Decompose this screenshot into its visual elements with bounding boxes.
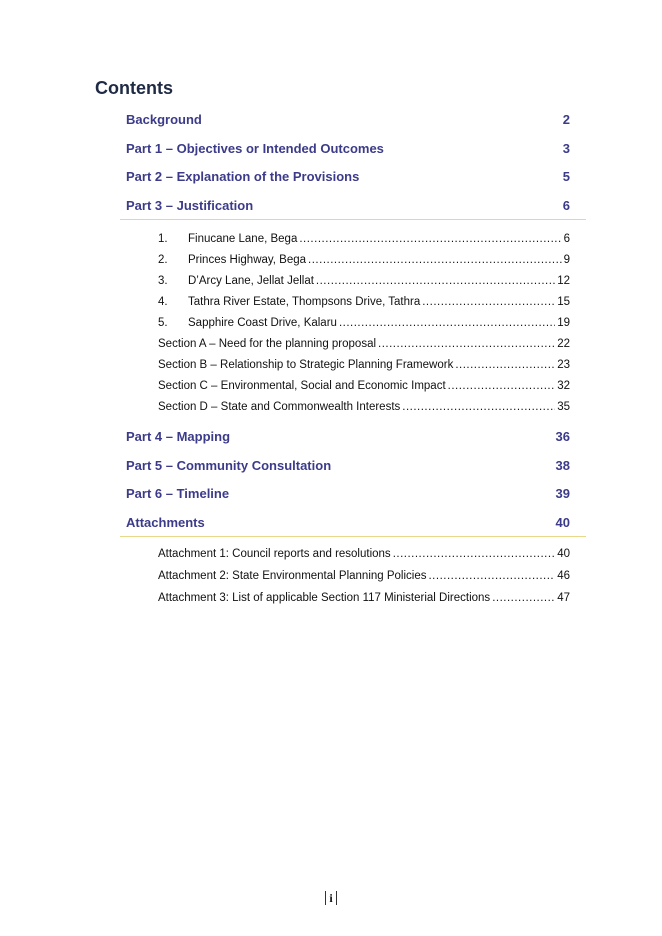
toc-entry-page: 3 (562, 141, 570, 156)
toc-subentry-page: 9 (563, 254, 570, 266)
toc-entry-part-3[interactable] (126, 198, 570, 218)
dot-leader (393, 548, 556, 560)
dot-leader (448, 380, 556, 392)
dot-leader (455, 359, 555, 371)
toc-subentry[interactable] (158, 592, 570, 608)
toc-entry-page: 39 (555, 486, 570, 501)
toc-entry-part-1[interactable] (126, 141, 570, 161)
toc-subentry[interactable] (158, 233, 570, 249)
toc-entry-part-4[interactable] (126, 429, 570, 449)
toc-subentry-label: Section C – Environmental, Social and Economic Impact (158, 380, 446, 392)
toc-subentry[interactable] (158, 401, 570, 417)
toc-subentry-label: Attachment 3: List of applicable Section 117 Ministerial Directions (158, 592, 491, 604)
toc-subentry-label: D’Arcy Lane, Jellat Jellat (188, 275, 314, 287)
section-divider (120, 536, 586, 537)
toc-entry-label: Background (126, 112, 202, 127)
dot-leader (402, 401, 555, 413)
toc-subentry-page: 22 (557, 338, 570, 350)
toc-entry-attachments[interactable] (126, 515, 570, 535)
page-title: Contents (95, 78, 173, 98)
toc-entry-label: Part 3 – Justification (126, 198, 254, 213)
toc-entry-page: 2 (562, 112, 570, 127)
toc-entry-page: 5 (562, 169, 570, 184)
toc-subentry-label: Tathra River Estate, Thompsons Drive, Tathra (188, 296, 421, 308)
toc-entry-page: 6 (562, 198, 570, 213)
toc-subentry[interactable] (158, 380, 570, 396)
toc-subentry-number: 2. (158, 254, 168, 266)
toc-entry-label: Part 5 – Community Consultation (126, 458, 332, 473)
toc-subentry-label: Section A – Need for the planning proposal (158, 338, 377, 350)
dot-leader (422, 296, 555, 308)
toc-subentry[interactable] (158, 359, 570, 375)
toc-entry-label: Attachments (126, 515, 205, 530)
toc-subentry[interactable] (158, 275, 570, 291)
toc-entry-label: Part 6 – Timeline (126, 486, 230, 501)
toc-subentry-label: Finucane Lane, Bega (188, 233, 298, 245)
footer-divider (325, 891, 326, 905)
toc-subentry-page: 15 (557, 296, 570, 308)
dot-leader (299, 233, 561, 245)
toc-subentry-page: 47 (557, 592, 570, 604)
toc-entry-part-6[interactable] (126, 486, 570, 506)
section-divider (120, 219, 586, 220)
toc-subentry-number: 3. (158, 275, 168, 287)
toc-entry-part-5[interactable] (126, 458, 570, 478)
dot-leader (339, 317, 555, 329)
page-number: i (329, 890, 333, 905)
footer-divider (336, 891, 337, 905)
toc-entry-page: 38 (555, 458, 570, 473)
toc-entry-part-2[interactable] (126, 169, 570, 189)
toc-entry-label: Part 2 – Explanation of the Provisions (126, 169, 360, 184)
toc-entry-label: Part 1 – Objectives or Intended Outcomes (126, 141, 384, 156)
toc-subentry[interactable] (158, 548, 570, 564)
toc-entry-page: 40 (555, 515, 570, 530)
toc-entry-label: Part 4 – Mapping (126, 429, 231, 444)
dot-leader (492, 592, 555, 604)
toc-subentry[interactable] (158, 338, 570, 354)
toc-entry-background[interactable] (126, 112, 570, 132)
page-footer (0, 890, 662, 906)
dot-leader (428, 570, 555, 582)
toc-subentry-page: 12 (557, 275, 570, 287)
toc-subentry-label: Section B – Relationship to Strategic Planning Framework (158, 359, 454, 371)
toc-entry-page: 36 (555, 429, 570, 444)
toc-subentry-label: Sapphire Coast Drive, Kalaru (188, 317, 337, 329)
toc-subentry-page: 40 (557, 548, 570, 560)
toc-subentry-number: 4. (158, 296, 168, 308)
dot-leader (378, 338, 555, 350)
toc-subentry-label: Section D – State and Commonwealth Interests (158, 401, 401, 413)
toc-subentry-page: 19 (557, 317, 570, 329)
toc-subentry-page: 46 (557, 570, 570, 582)
dot-leader (308, 254, 562, 266)
dot-leader (316, 275, 555, 287)
toc-subentry[interactable] (158, 317, 570, 333)
toc-subentry[interactable] (158, 570, 570, 586)
toc-subentry-page: 23 (557, 359, 570, 371)
toc-subentry-label: Princes Highway, Bega (188, 254, 307, 266)
toc-subentry-page: 32 (557, 380, 570, 392)
toc-subentry-label: Attachment 1: Council reports and resolutions (158, 548, 391, 560)
toc-subentry-number: 5. (158, 317, 168, 329)
toc-subentry[interactable] (158, 254, 570, 270)
toc-subentry-label: Attachment 2: State Environmental Planning Policies (158, 570, 427, 582)
toc-subentry[interactable] (158, 296, 570, 312)
toc-subentry-number: 1. (158, 233, 168, 245)
toc-subentry-page: 6 (563, 233, 570, 245)
toc-subentry-page: 35 (557, 401, 570, 413)
